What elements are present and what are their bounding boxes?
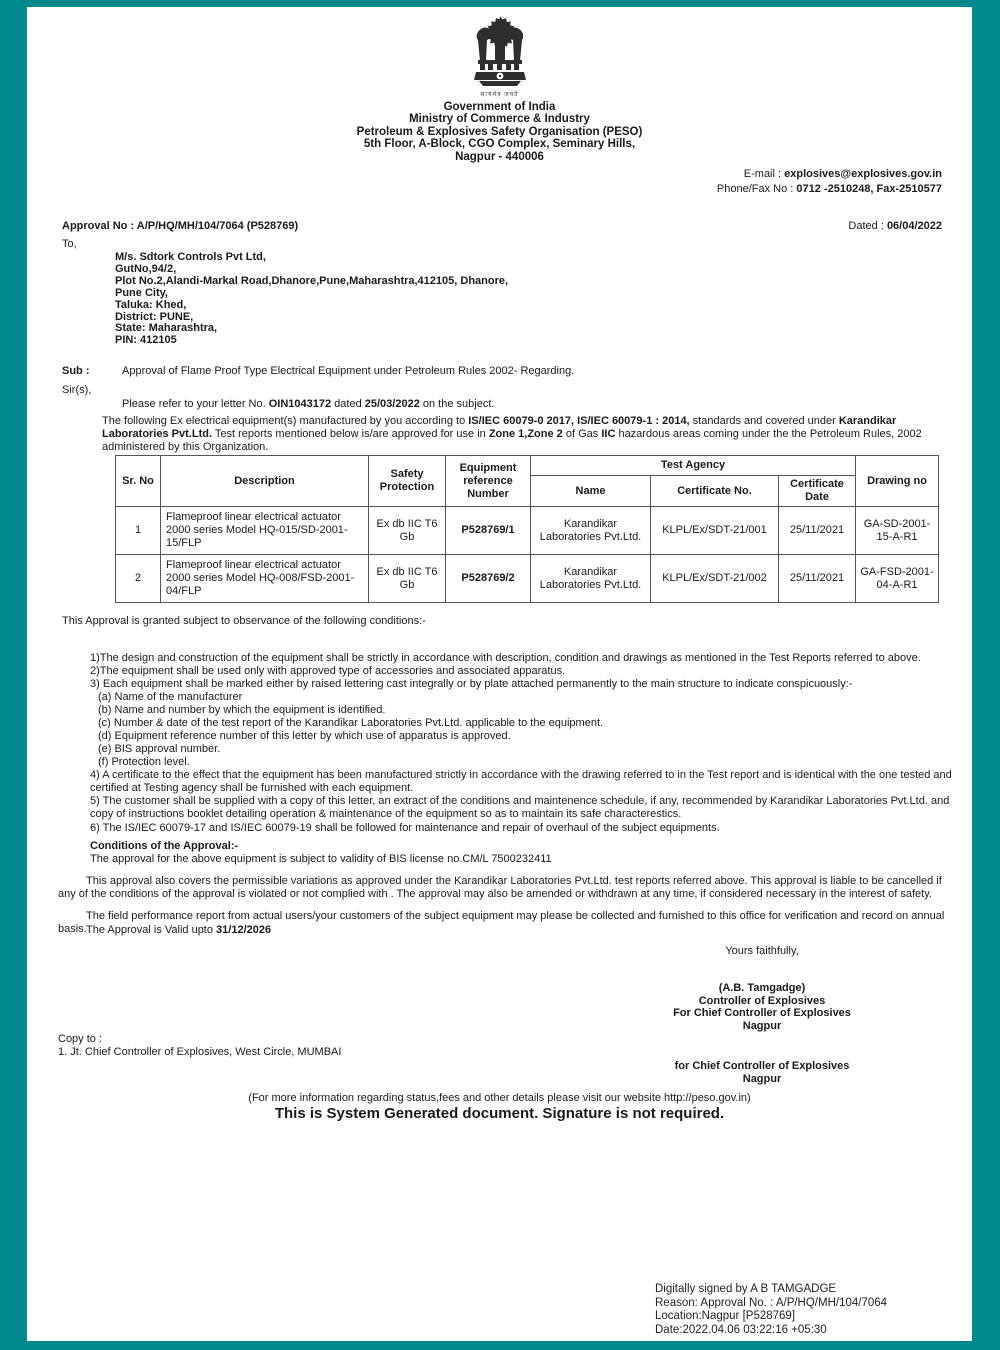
- phone-line: [717, 182, 942, 197]
- condition-sub-item: (b) Name and number by which the equipment is identified.: [98, 704, 386, 716]
- letter-sheet: [27, 7, 972, 1341]
- condition-sub-item: (d) Equipment reference number of this letter by which use of apparatus is approved.: [98, 730, 511, 742]
- intro-text: hazardous areas coming under the the Petroleum Rules, 2002 administered by this Organization.: [102, 428, 922, 453]
- standards: IS/IEC 60079-0 2017, IS/IEC 60079-1 : 2014,: [468, 415, 690, 427]
- emblem-motto: सत्यमेव जयते: [480, 92, 519, 98]
- zones: Zone 1,Zone 2: [488, 428, 563, 440]
- condition-sub-item: (e) BIS approval number.: [98, 743, 221, 755]
- signatory-name: (A.B. Tamgadge): [718, 982, 806, 994]
- to-salutation: To,: [62, 238, 77, 250]
- col-header-agency-name: Name: [531, 476, 651, 507]
- address-line: Plot No.2,Alandi-Markal Road,Dhanore,Pune,Maharashtra,412105, Dhanore,: [115, 274, 509, 287]
- table-row: [116, 507, 939, 555]
- digital-signature-line: Location:Nagpur [P528769]: [655, 1310, 796, 1322]
- signatory-city: Nagpur: [742, 1019, 782, 1032]
- cell-agency-name: Karandikar Laboratories Pvt.Ltd.: [531, 507, 651, 555]
- condition-sub-item: (c) Number & date of the test report of the Karandikar Laboratories Pvt.Ltd. applicable to the equipment.: [98, 717, 604, 729]
- validity-label: The Approval is Valid upto: [86, 924, 217, 936]
- condition-sub-item: (f) Protection level.: [98, 756, 190, 768]
- col-header-description: Description: [161, 456, 369, 507]
- validity-date: 31/12/2026: [216, 924, 272, 936]
- col-header-drawing: Drawing no: [856, 456, 939, 507]
- condition-item: 3) Each equipment shall be marked either by raised lettering cast integrally or by plate attached permanently to the main structure to indicate conspicuously:-: [90, 678, 853, 690]
- gas-group: IIC: [601, 428, 616, 440]
- email-value: explosives@explosives.gov.in: [784, 168, 942, 180]
- conditions-list: [90, 652, 952, 821]
- phone-value: 0712 -2510248, Fax-2510577: [796, 183, 942, 195]
- cell-agency-name: Karandikar Laboratories Pvt.Ltd.: [531, 555, 651, 603]
- footer-info: (For more information regarding status,fees and other details please visit our website http://peso.gov.in): [248, 1092, 751, 1104]
- org-city: Nagpur - 440006: [455, 150, 544, 163]
- bis-license-line: The approval for the above equipment is subject to validity of BIS license no.CM/L 7500232411: [90, 853, 552, 865]
- signatory-for: For Chief Controller of Explosives: [673, 1007, 851, 1020]
- col-header-sr-no: Sr. No: [116, 456, 161, 507]
- condition-item: 2)The equipment shall be used only with approved type of accessories and associated apparatus.: [90, 665, 566, 677]
- col-header-equip-ref: Equipment reference Number: [446, 456, 531, 507]
- address-line: State: Maharashtra,: [115, 322, 218, 335]
- cell-cert-date: 25/11/2021: [779, 555, 856, 603]
- address-line: Taluka: Khed,: [115, 298, 187, 311]
- granted-line: This Approval is granted subject to observance of the following conditions:-: [62, 615, 426, 627]
- intro-text: The following Ex electrical equipment(s) manufactured by you according to: [102, 415, 469, 427]
- signatory2-block: [617, 1060, 907, 1085]
- variations-paragraph: This approval also covers the permissible variations as approved under the Karandikar Laboratories Pvt.Ltd. test reports referred above. This approval is liable to be cancelled if any of the conditions of the approval is violated or not complied with . The approval may also be amended or withdrawn at any time, if considered necessary in the interest of safety.: [58, 875, 942, 900]
- approval-number: Approval No : A/P/HQ/MH/104/7064 (P528769): [62, 220, 299, 232]
- intro-paragraph: [102, 415, 962, 454]
- cell-sr-no: 2: [116, 555, 161, 603]
- digital-signature-block: [655, 1283, 887, 1337]
- signatory-block: [617, 982, 907, 1032]
- signatory-title: Controller of Explosives: [698, 994, 826, 1007]
- letterhead-lines: [27, 101, 972, 163]
- copy-to-block: [58, 1033, 341, 1059]
- closing-salutation: Yours faithfully,: [725, 945, 799, 957]
- refer-text: on the subject.: [419, 398, 495, 410]
- col-header-cert-date: Certificate Date: [779, 476, 856, 507]
- equipment-table: [115, 455, 939, 603]
- cell-drawing: GA-SD-2001-15-A-R1: [856, 507, 939, 555]
- intro-text: Test reports mentioned below is/are approved for use in: [212, 428, 489, 440]
- cell-safety: Ex db IIC T6 Gb: [369, 555, 446, 603]
- cell-cert-date: 25/11/2021: [779, 507, 856, 555]
- org-ministry: Ministry of Commerce & Industry: [409, 113, 590, 126]
- cell-cert-no: KLPL/Ex/SDT-21/002: [651, 555, 779, 603]
- intro-text: standards and covered under: [689, 415, 839, 427]
- address-line: PIN: 412105: [115, 334, 177, 347]
- validity-line: [86, 924, 271, 937]
- copy-to-item: 1. Jt. Chief Controller of Explosives, West Circle, MUMBAI: [58, 1046, 342, 1058]
- address-line: District: PUNE,: [115, 310, 194, 323]
- org-country: Government of India: [443, 101, 556, 113]
- dated-value: 06/04/2022: [886, 220, 942, 232]
- condition-item: 5) The customer shall be supplied with a copy of this letter, an extract of the conditions and maintenence schedule, if any, recommended by Karandikar Laboratories Pvt.Ltd. and copy of instructions booklet detailing operation & maintenance of the equipment so as to maintain its safe characterestics.: [90, 795, 950, 820]
- col-header-safety: Safety Protection: [369, 456, 446, 507]
- sirs-salutation: Sir(s),: [62, 384, 92, 396]
- intro-text: of Gas: [562, 428, 602, 440]
- org-name: Petroleum & Explosives Safety Organisation (PESO): [356, 125, 643, 138]
- dated-line: [848, 220, 942, 233]
- cell-cert-no: KLPL/Ex/SDT-21/001: [651, 507, 779, 555]
- refer-text: Please refer to your letter No.: [122, 398, 269, 410]
- email-label: E-mail :: [743, 168, 785, 180]
- refer-line: [122, 398, 494, 411]
- org-address: 5th Floor, A-Block, CGO Complex, Seminary Hills,: [363, 138, 636, 151]
- email-line: [717, 167, 942, 182]
- letterhead: [27, 15, 972, 163]
- condition-item: 4) A certificate to the effect that the equipment has been manufactured strictly in accordance with the drawing referred to in the Test report and is identical with the one tested and certified at Testing agency shall be furnished with each equipment.: [90, 769, 952, 794]
- reference-row: [62, 220, 942, 233]
- signatory2-city: Nagpur: [742, 1072, 782, 1085]
- address-line: M/s. Sdtork Controls Pvt Ltd,: [115, 251, 266, 263]
- cell-description: Flameproof linear electrical actuator 2000 series Model HQ-015/SD-2001-15/FLP: [161, 507, 369, 555]
- signatory2-for: for Chief Controller of Explosives: [674, 1060, 850, 1072]
- address-line: Pune City,: [115, 286, 168, 299]
- cell-equip-ref: P528769/2: [446, 555, 531, 603]
- copy-to-label: Copy to :: [58, 1033, 103, 1045]
- letter-date: 25/03/2022: [364, 398, 420, 410]
- field-report-paragraph: The field performance report from actual users/your customers of the subject equipment may please be collected and furnished to this office for verification and record on annual basis.: [58, 910, 945, 935]
- table-row: [116, 555, 939, 603]
- cell-drawing: GA-FSD-2001-04-A-R1: [856, 555, 939, 603]
- contact-block: [717, 167, 942, 197]
- condition-sub-item: (a) Name of the manufacturer: [98, 691, 243, 703]
- digital-signature-line: Reason: Approval No. : A/P/HQ/MH/104/7064: [655, 1296, 888, 1309]
- approval-conditions-heading: Conditions of the Approval:-: [90, 840, 239, 852]
- system-generated-note: This is System Generated document. Signature is not required.: [274, 1105, 725, 1122]
- addressee-block: [115, 252, 508, 347]
- dated-label: Dated :: [848, 220, 887, 232]
- cell-safety: Ex db IIC T6 Gb: [369, 507, 446, 555]
- letter-number: OIN1043172: [268, 398, 332, 410]
- subject-text: Approval of Flame Proof Type Electrical Equipment under Petroleum Rules 2002- Regarding.: [122, 365, 575, 377]
- condition-item: 6) The IS/IEC 60079-17 and IS/IEC 60079-19 shall be followed for maintenance and repair of overhaul of the subject equipments.: [90, 822, 720, 834]
- subject-label: Sub :: [62, 365, 90, 377]
- col-header-test-agency: Test Agency: [531, 456, 856, 476]
- state-emblem-of-india-icon: [473, 15, 527, 87]
- phone-label: Phone/Fax No :: [716, 183, 797, 195]
- refer-text: dated: [331, 398, 365, 410]
- condition-item: 1)The design and construction of the equipment shall be strictly in accordance with description, condition and drawings as mentioned in the Test Reports referred to above.: [90, 652, 921, 664]
- cell-equip-ref: P528769/1: [446, 507, 531, 555]
- col-header-cert-no: Certificate No.: [651, 476, 779, 507]
- cell-description: Flameproof linear electrical actuator 2000 series Model HQ-008/FSD-2001-04/FLP: [161, 555, 369, 603]
- digital-signature-line: Digitally signed by A B TAMGADGE: [655, 1283, 837, 1295]
- address-line: GutNo,94/2,: [115, 262, 177, 275]
- test-lab-name: Karandikar Laboratories Pvt.Ltd.: [102, 415, 897, 440]
- cell-sr-no: 1: [116, 507, 161, 555]
- digital-signature-line: Date:2022.04.06 03:22:16 +05:30: [655, 1323, 827, 1336]
